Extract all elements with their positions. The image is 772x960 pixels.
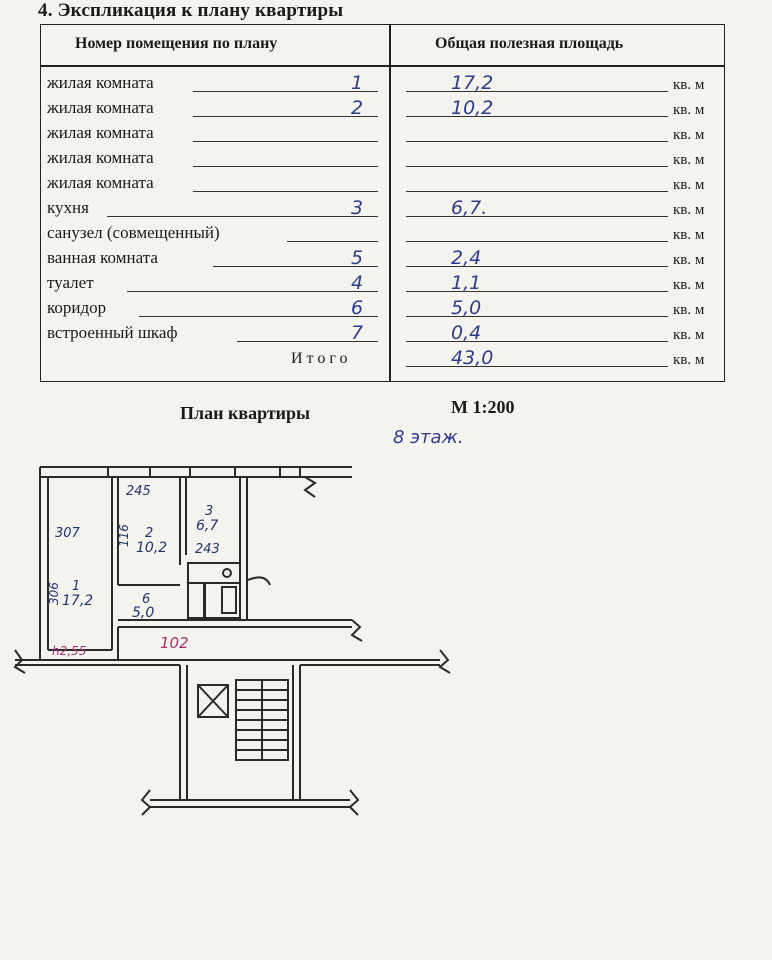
explication-table: [40, 24, 725, 382]
room-area: 0,4: [451, 322, 482, 344]
fill-line: [406, 116, 668, 117]
fill-line: [406, 266, 668, 267]
unit-label: кв. м: [673, 277, 705, 293]
dimension-label: 102: [160, 634, 189, 652]
header-separator: [41, 65, 724, 67]
table-row: [41, 120, 724, 145]
fill-line: [193, 141, 378, 142]
room-label: санузел (совмещенный): [47, 223, 220, 242]
ceiling-height: h2,55: [52, 644, 87, 658]
header-room-number: Номер помещения по плану: [75, 35, 278, 52]
table-row: [41, 270, 724, 295]
room-number: 2: [351, 97, 364, 119]
room-number: 7: [351, 322, 364, 344]
fill-line: [193, 191, 378, 192]
unit-label: кв. м: [673, 302, 705, 318]
plan-scale: М 1:200: [451, 397, 515, 417]
room6-number: 6: [142, 592, 151, 607]
unit-label: кв. м: [673, 352, 705, 368]
apartment-floor-plan: [0, 455, 772, 835]
table-row: [41, 145, 724, 170]
unit-label: кв. м: [673, 177, 705, 193]
room-number: 5: [351, 247, 364, 269]
plan-title: План квартиры: [180, 403, 311, 423]
room2-area: 10,2: [136, 540, 168, 556]
room-label: жилая комната: [47, 173, 154, 192]
room-label: кухня: [47, 198, 89, 217]
room3-area: 6,7: [196, 518, 219, 534]
plan-labels: [47, 484, 220, 658]
dimension-label: 306: [47, 582, 61, 605]
table-row-total: [41, 345, 724, 370]
floor-note: 8 этаж.: [393, 427, 464, 448]
room-area: 10,2: [451, 97, 494, 119]
room-label: жилая комната: [47, 148, 154, 167]
total-area: 43,0: [451, 347, 494, 369]
room-label: туалет: [47, 273, 94, 292]
room-label: жилая комната: [47, 98, 154, 117]
room-label: жилая комната: [47, 73, 154, 92]
table-row: [41, 70, 724, 95]
table-row: [41, 220, 724, 245]
fill-line: [406, 366, 668, 367]
room-area: 17,2: [451, 72, 494, 94]
room-label: встроенный шкаф: [47, 323, 178, 342]
room2-number: 2: [145, 526, 154, 541]
room-area: 6,7.: [451, 197, 488, 219]
unit-label: кв. м: [673, 227, 705, 243]
fill-line: [406, 291, 668, 292]
unit-label: кв. м: [673, 252, 705, 268]
room1-number: 1: [72, 579, 81, 594]
fill-line: [406, 316, 668, 317]
table-row: [41, 195, 724, 220]
room-label: ванная комната: [47, 248, 158, 267]
fill-line: [127, 291, 378, 292]
fill-line: [107, 216, 378, 217]
room3-number: 3: [205, 504, 214, 519]
room-area: 5,0: [451, 297, 482, 319]
dimension-label: 307: [55, 526, 80, 541]
unit-label: кв. м: [673, 77, 705, 93]
unit-label: кв. м: [673, 102, 705, 118]
total-label: Итого: [291, 350, 352, 367]
table-row: [41, 245, 724, 270]
room-area: 1,1: [451, 272, 482, 294]
fill-line: [406, 166, 668, 167]
unit-label: кв. м: [673, 127, 705, 143]
fill-line: [406, 341, 668, 342]
room-number: 6: [351, 297, 364, 319]
fill-line: [139, 316, 378, 317]
table-row: [41, 320, 724, 345]
unit-label: кв. м: [673, 327, 705, 343]
plan-walls: [15, 467, 450, 815]
room-number: 4: [351, 272, 364, 294]
room-number: 1: [351, 72, 364, 94]
table-row: [41, 95, 724, 120]
section-title: 4. Экспликация к плану квартиры: [38, 0, 344, 21]
room-label: жилая комната: [47, 123, 154, 142]
room6-area: 5,0: [132, 605, 155, 621]
room-label: коридор: [47, 298, 107, 317]
header-usable-area: Общая полезная площадь: [435, 35, 624, 52]
fill-line: [287, 241, 378, 242]
fill-line: [406, 191, 668, 192]
table-row: [41, 170, 724, 195]
dimension-label: 245: [126, 484, 151, 499]
fill-line: [406, 141, 668, 142]
fill-line: [406, 216, 668, 217]
unit-label: кв. м: [673, 202, 705, 218]
room1-area: 17,2: [62, 593, 94, 609]
table-row: [41, 295, 724, 320]
fill-line: [406, 241, 668, 242]
fill-line: [193, 166, 378, 167]
dimension-label: 243: [195, 542, 220, 557]
room-number: 3: [351, 197, 364, 219]
room-area: 2,4: [451, 247, 482, 269]
fill-line: [406, 91, 668, 92]
dimension-label: 116: [117, 524, 131, 547]
unit-label: кв. м: [673, 152, 705, 168]
